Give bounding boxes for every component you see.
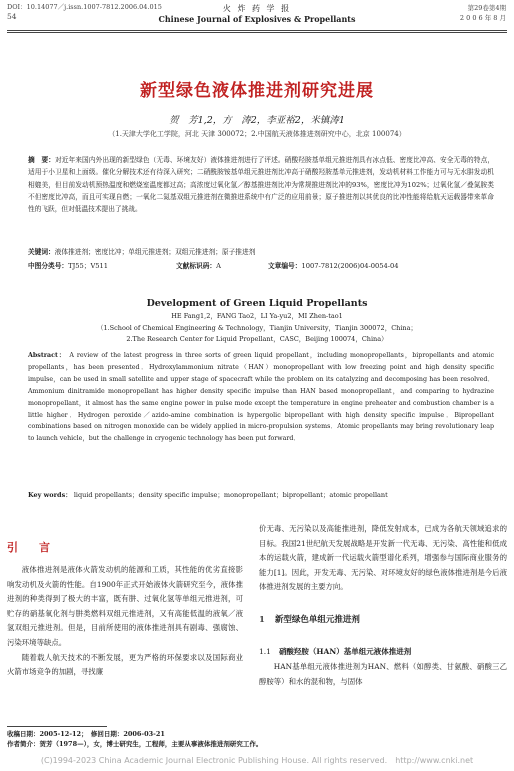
section-number: 1 [259, 615, 265, 625]
affiliation-cn: （1.天津大学化工学院，河北 天津 300072；2.中国航天液体推进剂研究中心，北京 100074） [108, 130, 406, 138]
section-title: 新型绿色单组元推进剂 [274, 615, 360, 625]
footnotes [7, 729, 262, 749]
issue-date: 2 0 0 6 年 8 月 [459, 14, 506, 22]
intro-right-column [259, 522, 507, 595]
keywords-cn-text: 液体推进剂；密度比冲；单组元推进剂；双组元推进剂；原子推进剂 [54, 248, 256, 256]
journal-title-en: Chinese Journal of Explosives & Propellants [158, 14, 356, 24]
footnote-author-bio: 作者简介：贺芳（1978—），女，博士研究生，工程师，主要从事液体推进剂研究工作。 [7, 740, 263, 748]
section-heading-intro: 引 言 [7, 541, 55, 554]
keywords-cn [28, 247, 498, 258]
affiliation-en-line: 2.The Research Center for Liquid Propellant，CASC，Beijing 100074，China） [126, 335, 388, 343]
copyright-watermark: (C)1994-2023 China Academic Journal Electronic Publishing House. All rights reserved. http://www.cnki.net [40, 756, 474, 765]
abstract-cn [28, 154, 494, 215]
body-paragraph: HAN基单组元液体推进剂为HAN、燃料（如醇类、甘氨酸、硝酸三乙醇胺等）和水的混和物，与固体 [259, 662, 507, 686]
header-rule-thin [7, 32, 507, 33]
article-number: 文章编号：1007-7812(2006)04-0054-04 [268, 262, 399, 270]
abstract-en-text: A review of the latest progress in three sorts of green liquid propellant，including monopropellants，bipropellants and atomic propellants，has been presented．Hydroxylammonium nitrate（HAN）monopropellant with low freezing point and high density specific impulse，can be used in small satellite and upper stage of spacecraft while the problem on its catalyzing and decomposing has been resolved．Ammonium dinitramide monopropellant has higher density specific impulse than HAN based monopropellant，and comparing to hydrazine monopropellant，it almost has the same engine power in pulse mode except the temperature in engine preheater and combustion chamber is a little higher．Hydrogen peroxide／azido-amine combination is hypergolic bipropellant with high density specific impulse．Bipropellant combinations based on nitrogen monoxide can be widely applied in micro-propulsion systems．Atomic propellants may bring revolutionary leap to launch vehicle，but the challenge in cryogenic technology has been put forward． [28, 352, 494, 443]
subsection-heading-1-1 [259, 646, 411, 657]
paper-title-en: Development of Green Liquid Propellants [146, 298, 368, 309]
subsection-title: 硝酸羟胺（HAN）基单组元液体推进剂 [278, 647, 412, 656]
authors-en: HE Fang1,2，FANG Tao2，LI Ya-yu2，MI Zhen-tao1 [171, 312, 343, 320]
page-number: 54 [7, 12, 17, 21]
abstract-en [28, 350, 494, 445]
paper-title-cn: 新型绿色液体推进剂研究进展 [140, 81, 374, 101]
intro-left-column [7, 563, 243, 680]
abstract-en-label: Abstract： [28, 352, 67, 359]
keywords-cn-label: 关键词： [28, 248, 55, 256]
header-right [460, 3, 506, 23]
body-paragraph: 液体推进剂是液体火箭发动机的能源和工质，其性能的优劣直接影响发动机及火箭的性能。自1900年正式开始液体火箭研究至今，液体推进剂的种类得到了极大的丰富，既有肼、过氧化氢等单组元推进剂，可贮存的硝基氧化剂与肼类燃料双组元推进剂，又有高能低温的液氧／液氢双组元推进剂。但是，目前所使用的液体推进剂具有剧毒、强腐蚀、污染环境等缺点。 [7, 565, 243, 647]
header-center [0, 3, 514, 25]
doc-code: 文献标识码：A [176, 262, 221, 270]
footnote-rule [7, 726, 107, 727]
volume-issue: 第29卷第4期 [467, 4, 506, 12]
doi: DOI：10.14077／j.issn.1007-7812.2006.04.015 [7, 3, 162, 11]
footnote-dates: 收稿日期：2005-12-12； 修回日期：2006-03-21 [7, 730, 165, 738]
authors-cn: 贺 芳1,2，方 涛2，李亚裕2，米镇涛1 [169, 115, 345, 126]
abstract-cn-label: 摘 要： [28, 156, 56, 164]
journal-title-cn: 火 炸 药 学 报 [222, 4, 292, 13]
header-rule [7, 30, 507, 31]
section-1-1-body [259, 660, 507, 689]
keywords-en-text: liquid propellants；density specific impulse；monopropellant；bipropellant；atomic propellant [73, 491, 388, 499]
keywords-en-label: Key words： [28, 491, 72, 499]
subsection-number: 1.1 [259, 647, 271, 656]
affiliation-en-line: （1.School of Chemical Engineering & Technology，Tianjin University，Tianjin 300072，China； [96, 324, 417, 332]
section-heading-1 [259, 613, 360, 625]
keywords-en [28, 490, 498, 501]
affiliation-en [0, 323, 514, 345]
clc-code: 中图分类号：TJ55；V511 [28, 262, 109, 270]
body-paragraph: 随着载人航天技术的不断发展，更为严格的环保要求以及国际商业火箭市场竞争的加剧，寻找廉 [7, 652, 243, 677]
abstract-cn-text: 对近年来国内外出现的新型绿色（无毒、环境友好）液体推进剂进行了评述。硝酸羟胺基单组元推进剂具有冰点低、密度比冲高、安全无毒的特点，适用于小卫星和上面级。催化分解技术还有待深入研究；二硝酰胺铵基单组元推进剂比冲高于硝酸羟胺基单元推进剂，发动机材料工作能力可与无水肼发动机相媲美，但目前发动机预热温度和燃烧室温度都过高；高浓度过氧化氢／醇基推进剂比冲为常规推进剂比冲的93%，密度比冲为102%；过氧化氢／叠氮胺类不但密度比冲高，而且可实现自燃；一氧化二氮基双组元推进剂在微推进系统中有广泛的应用前景；原子推进剂以其优良的比冲性能将给航天运载器带来革命性的飞跃，但对低温技术提出了挑战。 [28, 156, 495, 214]
body-paragraph: 价无毒、无污染以及高能推进剂，降低发射成本，已成为各航天领域追求的目标。我国21世纪航天发展战略是开发新一代无毒、无污染、高性能和低成本的运载火箭，建成新一代运载火箭型谱化系列，增强参与国际商业服务的能力[1]。因此，开发无毒、无污染、对环境友好的绿色液体推进剂是今后液体推进剂发展的主要方向。 [259, 524, 507, 592]
